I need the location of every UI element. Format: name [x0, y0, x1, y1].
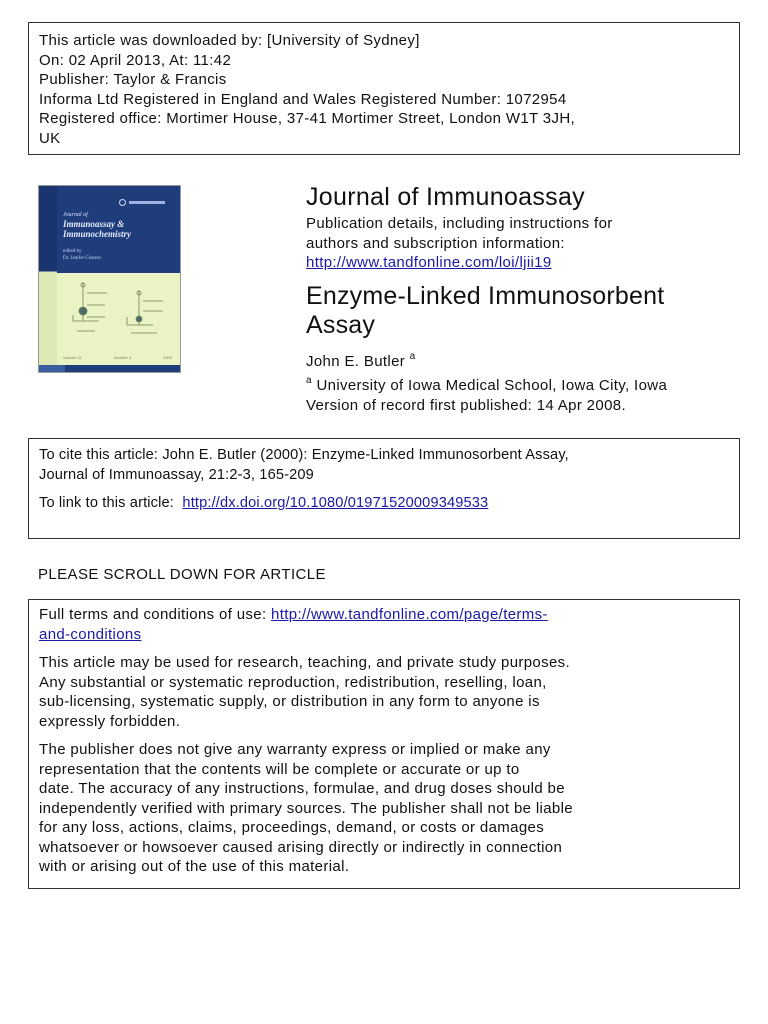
disclaimer-line: date. The accuracy of any instructions, formulae, and drug doses should be [39, 780, 565, 797]
author-superscript: a [409, 350, 416, 362]
author-name: John E. Butler [306, 352, 406, 370]
citation-line: To cite this article: John E. Butler (2000): Enzyme-Linked Immunosorbent Assay, [39, 447, 569, 463]
cover-title-small: Journal of [63, 212, 88, 218]
disclaimer-line: whatsoever or howsoever caused arising directly or indirectly in connection [39, 838, 563, 856]
cover-editor-name: Dr. Jenifer Cisnero [63, 256, 101, 261]
citation-box [28, 438, 740, 539]
journal-link[interactable]: http://www.tandfonline.com/loi/ljii19 [306, 254, 552, 271]
download-line: Registered office: Mortimer House, 37-41 Mortimer Street, London W1T 3JH, [39, 110, 576, 127]
terms-of-use [39, 605, 729, 644]
download-notice-box [28, 22, 740, 155]
terms-label: Full terms and conditions of use: [39, 606, 267, 623]
cover-editor-label: edited by [63, 249, 82, 254]
doi-link[interactable]: http://dx.doi.org/10.1080/01971520009349533 [182, 495, 489, 511]
publisher-logo-icon [119, 194, 169, 202]
cover-spine [39, 186, 57, 372]
journal-title: Journal of Immunoassay [306, 183, 585, 211]
download-line: UK [39, 129, 61, 147]
citation-line: Journal of Immunoassay, 21:2-3, 165-209 [39, 466, 314, 483]
cover-title-line: Immunoassay & [63, 219, 125, 229]
usage-line: This article may be used for research, teaching, and private study purposes. [39, 654, 571, 671]
affiliation-superscript: a [306, 375, 312, 386]
disclaimer-line: with or arising out of the use of this material. [39, 858, 350, 875]
cover-volume: Volume 21 [63, 355, 82, 360]
cover-bottom-accent [39, 365, 65, 372]
cover-number: Number 3 [113, 355, 132, 360]
download-line: Publisher: Taylor & Francis [39, 71, 227, 88]
disclaimer-line: independently verified with primary sources. The publisher shall not be liable [39, 799, 573, 817]
download-line: On: 02 April 2013, At: 11:42 [39, 51, 232, 69]
publication-details [306, 214, 736, 273]
disclaimer-line: The publisher does not give any warranty express or implied or make any [39, 741, 551, 758]
scroll-notice: PLEASE SCROLL DOWN FOR ARTICLE [38, 566, 326, 583]
author-line [306, 347, 736, 372]
cover-title-line: Immunochemistry [63, 229, 132, 239]
usage-line: expressly forbidden. [39, 712, 181, 730]
article-title-line: Assay [306, 310, 376, 339]
terms-box [28, 599, 740, 889]
cover-year: 2000 [163, 355, 172, 360]
terms-link-continued[interactable]: and-conditions [39, 625, 142, 643]
cover-footer [63, 355, 172, 360]
affiliation: University of Iowa Medical School, Iowa City, Iowa [316, 377, 668, 394]
article-link-label: To link to this article: [39, 495, 174, 511]
disclaimer-paragraph [39, 740, 729, 877]
article-title [306, 282, 736, 340]
publication-details-line: Publication details, including instructions for [306, 215, 613, 232]
usage-paragraph [39, 653, 729, 731]
disclaimer-line: representation that the contents will be complete or accurate or up to [39, 760, 520, 778]
disclaimer-line: for any loss, actions, claims, proceedings, demand, or costs or damages [39, 819, 545, 836]
download-line: Informa Ltd Registered in England and Wales Registered Number: 1072954 [39, 90, 567, 108]
article-header [306, 182, 736, 415]
article-title-line: Enzyme-Linked Immunosorbent [306, 281, 665, 310]
usage-line: sub-licensing, systematic supply, or distribution in any form to anyone is [39, 693, 540, 710]
article-link-line [39, 494, 729, 514]
download-line: This article was downloaded by: [University of Sydney] [39, 32, 420, 49]
journal-cover-image [38, 185, 181, 373]
affiliation-line [306, 371, 736, 396]
cover-title [63, 219, 131, 239]
publication-details-line: authors and subscription information: [306, 234, 565, 252]
usage-line: Any substantial or systematic reproduction, redistribution, reselling, loan, [39, 673, 547, 691]
cover-editor [63, 248, 101, 262]
cover-diagram-icon [69, 281, 169, 341]
terms-link[interactable]: http://www.tandfonline.com/page/terms- [271, 606, 548, 623]
version-line: Version of record first published: 14 Apr 2008. [306, 396, 626, 414]
